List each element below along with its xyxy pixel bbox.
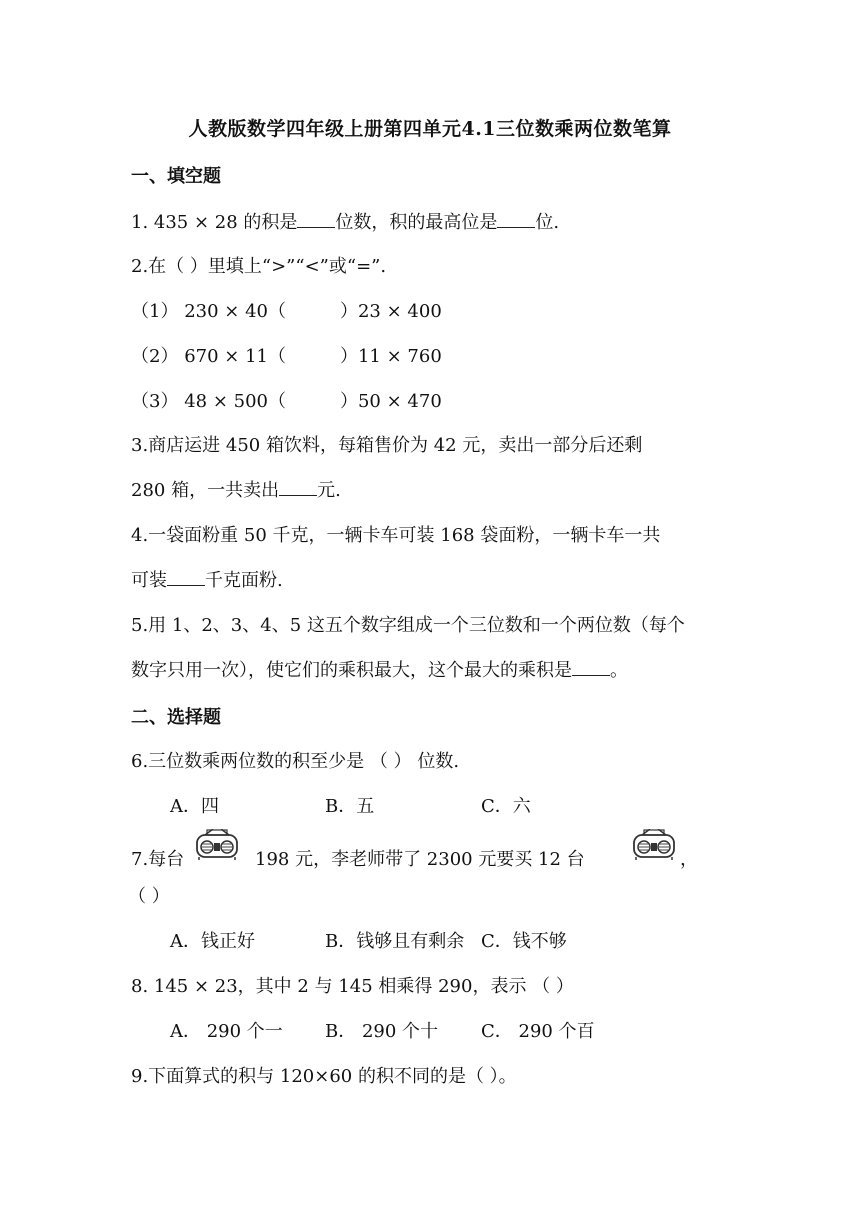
q7-option-a[interactable]: A．钱正好 xyxy=(170,931,255,952)
question-4-line-2: 可装 千克面粉. xyxy=(131,570,283,591)
answer-blank[interactable] xyxy=(572,659,610,676)
question-3-line-2: 280 箱，一共卖出 元. xyxy=(131,480,341,501)
page-title: 人教版数学四年级上册第四单元4.1三位数乘两位数笔算 xyxy=(188,118,672,140)
q8-option-b[interactable]: B． 290 个十 xyxy=(325,1021,439,1042)
question-1: 1. 435 × 28 的积是 位数，积的最高位是 位. xyxy=(131,212,560,233)
question-3-line-1: 3.商店运进 450 箱饮料，每箱售价为 42 元，卖出一部分后还剩 xyxy=(131,435,643,456)
q2-item-2: （2） 670 × 11（ ）11 × 760 xyxy=(131,346,442,367)
q2-item-3: （3） 48 × 500（ ）50 × 470 xyxy=(131,391,442,412)
question-7-comma: ， xyxy=(680,849,698,870)
section-multiple-choice: 二、选择题 xyxy=(131,707,221,728)
question-9: 9.下面算式的积与 120×60 的积不同的是（ ）。 xyxy=(131,1066,517,1087)
q6-option-c[interactable]: C．六 xyxy=(481,796,531,817)
question-5-line-2: 数字只用一次），使它们的乘积最大，这个最大的乘积是 。 xyxy=(131,660,628,681)
question-7-text: 198 元，李老师带了 2300 元要买 12 台 xyxy=(255,849,585,870)
question-6: 6.三位数乘两位数的积至少是 （ ） 位数. xyxy=(131,751,460,772)
q2-item-1: （1） 230 × 40（ ）23 × 400 xyxy=(131,301,442,322)
question-8: 8. 145 × 23，其中 2 与 145 相乘得 290，表示 （ ） xyxy=(131,976,574,997)
section-fill-in: 一、填空题 xyxy=(131,166,221,187)
answer-blank[interactable] xyxy=(297,211,335,228)
q8-option-a[interactable]: A． 290 个一 xyxy=(170,1021,283,1042)
question-2: 2.在（ ）里填上“>”“<”或“=”. xyxy=(131,256,387,277)
answer-blank[interactable] xyxy=(497,211,535,228)
q7-option-c[interactable]: C．钱不够 xyxy=(481,931,567,952)
question-7-line-1: 7.每台 xyxy=(131,849,185,870)
q6-option-b[interactable]: B．五 xyxy=(325,796,375,817)
radio-icon xyxy=(630,829,678,861)
q8-option-c[interactable]: C． 290 个百 xyxy=(481,1021,595,1042)
question-4-line-1: 4.一袋面粉重 50 千克，一辆卡车可装 168 袋面粉，一辆卡车一共 xyxy=(131,525,661,546)
q7-option-b[interactable]: B．钱够且有剩余 xyxy=(325,931,465,952)
answer-blank[interactable] xyxy=(167,569,205,586)
radio-icon xyxy=(193,829,241,861)
question-7-answer-paren[interactable]: （ ） xyxy=(128,886,170,907)
q6-option-a[interactable]: A．四 xyxy=(170,796,219,817)
answer-blank[interactable] xyxy=(279,479,317,496)
question-5-line-1: 5.用 1、2、3、4、5 这五个数字组成一个三位数和一个两位数（每个 xyxy=(131,615,685,636)
